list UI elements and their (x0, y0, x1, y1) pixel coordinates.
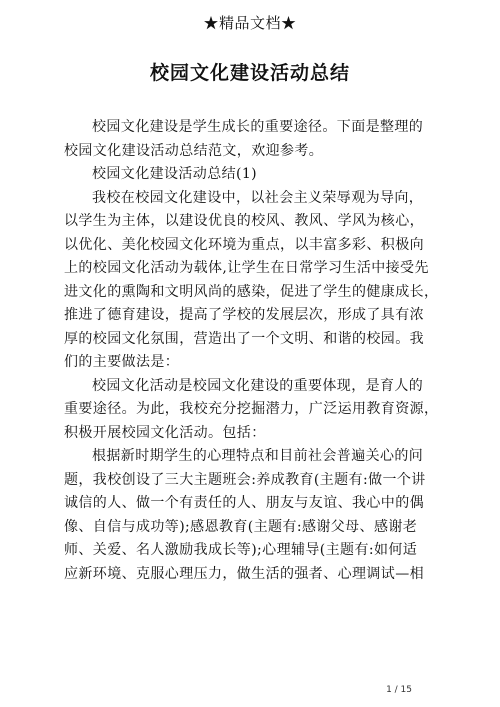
document-title: 校园文化建设活动总结 (149, 62, 350, 84)
paragraph-line: 们的主要做法是： (64, 354, 180, 370)
document-body (64, 116, 439, 586)
paragraph-line: 上的校园文化活动为载体,让学生在日常学习生活中接受先 (64, 260, 429, 276)
paragraph-line: 像、自信与成功等);感恩教育(主题有:感谢父母、感谢老 (64, 518, 418, 535)
section-heading: 校园文化建设活动总结(1) (92, 166, 258, 182)
paragraph-line: 以优化、美化校园文化环境为重点，以丰富多彩、积极向 (64, 236, 424, 253)
paragraph-line: 题，我校创设了三大主题班会:养成教育(主题有:做一个讲 (64, 471, 426, 488)
paragraph-line: 积极开展校园文化活动。包括： (64, 424, 266, 441)
paragraph-line: 应新环境、克服心理压力，做生活的强者、心理调试—相 (64, 565, 424, 582)
paragraph-line: 我校在校园文化建设中，以社会主义荣辱观为导向， (92, 189, 424, 206)
paragraph-line: 重要途径。为此，我校充分挖掘潜力，广泛运用教育资源， (64, 401, 439, 417)
paragraph-line: 校园文化建设是学生成长的重要途径。下面是整理的 (92, 119, 424, 135)
paragraph-line: 厚的校园文化氛围，营造出了一个文明、和谐的校园。我 (64, 330, 424, 347)
paragraph-line: 推进了德育建设，提高了学校的发展层次，形成了具有浓 (64, 307, 424, 323)
document-header: ★精品文档★ (203, 14, 297, 32)
paragraph-line: 进文化的熏陶和文明风尚的感染，促进了学生的健康成长， (64, 283, 439, 300)
paragraph-line: 根据新时期学生的心理特点和目前社会普遍关心的问 (92, 448, 424, 464)
page-number: 1 / 15 (386, 685, 412, 695)
paragraph-line: 诚信的人、做一个有责任的人、朋友与友谊、我心中的偶 (64, 495, 424, 511)
paragraph-line: 校园文化建设活动总结范文，欢迎参考。 (64, 142, 324, 159)
paragraph-line: 以学生为主体，以建设优良的校风、教风、学风为核心， (64, 213, 424, 229)
paragraph-line: 师、关爱、名人激励我成长等);心理辅导(主题有:如何适 (64, 542, 418, 558)
paragraph-line: 校园文化活动是校园文化建设的重要体现，是育人的 (92, 377, 424, 394)
